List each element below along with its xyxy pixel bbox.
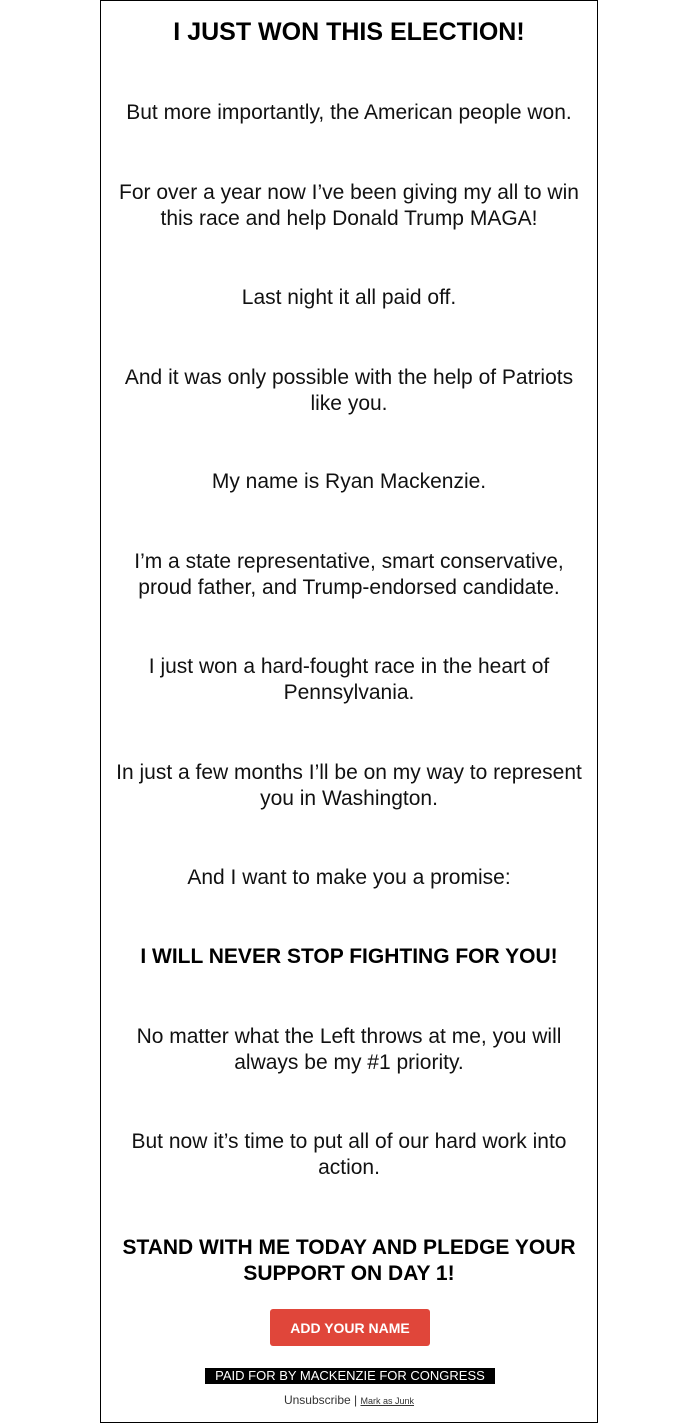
email-headline: I JUST WON THIS ELECTION! xyxy=(173,18,525,46)
paragraph-promise: And I want to make you a promise: xyxy=(187,866,511,889)
paid-for-disclaimer: PAID FOR BY MACKENZIE FOR CONGRESS xyxy=(205,1368,495,1384)
unsubscribe-link[interactable]: Unsubscribe xyxy=(283,1393,351,1407)
paragraph-my-name: My name is Ryan Mackenzie. xyxy=(211,470,487,493)
paragraph-priority: No matter what the Left throws at me, you will always be my #1 priority. xyxy=(136,1025,562,1074)
add-your-name-button[interactable]: ADD YOUR NAME xyxy=(270,1309,430,1346)
paragraph-paid-off: Last night it all paid off. xyxy=(241,286,457,309)
mark-as-junk-link[interactable]: Mark as Junk xyxy=(360,1396,415,1406)
paragraph-introduction: I’m a state representative, smart conservative, proud father, and Trump-endorsed candidate. xyxy=(134,550,564,599)
paragraph-patriots: And it was only possible with the help of Patriots like you. xyxy=(124,366,574,415)
paragraph-pennsylvania: I just won a hard-fought race in the heart of Pennsylvania. xyxy=(148,655,550,704)
paragraph-year-effort: For over a year now I’ve been giving my all to win this race and help Donald Trump MAGA! xyxy=(119,181,579,230)
paragraph-action: But now it’s time to put all of our hard work into action. xyxy=(131,1130,567,1179)
paragraph-american-people: But more importantly, the American people won. xyxy=(126,101,572,124)
promise-emphasis: I WILL NEVER STOP FIGHTING FOR YOU! xyxy=(140,945,558,968)
paragraph-washington: In just a few months I’ll be on my way to represent you in Washington. xyxy=(116,761,582,810)
footer-separator: | xyxy=(354,1393,358,1407)
footer-links xyxy=(110,1392,588,1409)
cta-heading: STAND WITH ME TODAY AND PLEDGE YOUR SUPPORT ON DAY 1! xyxy=(122,1236,576,1285)
